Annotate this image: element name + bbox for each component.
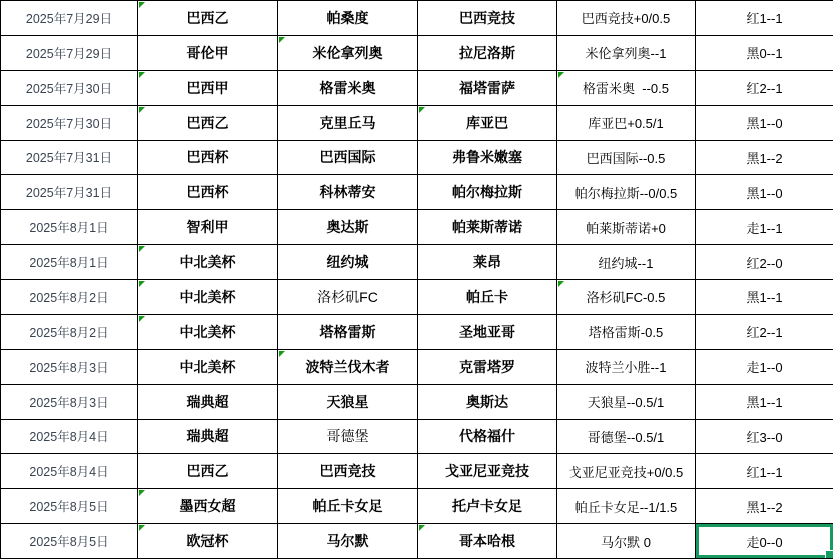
fill-handle[interactable] xyxy=(825,550,833,558)
cell-result[interactable] xyxy=(696,70,833,105)
cell-away[interactable] xyxy=(418,384,557,419)
cell-date[interactable] xyxy=(1,210,138,245)
cell-home[interactable] xyxy=(278,314,418,349)
cell-text: 克雷塔罗 xyxy=(459,358,515,375)
cell-league[interactable] xyxy=(138,384,278,419)
cell-result[interactable] xyxy=(696,419,833,454)
cell-text: 米伦拿列奥--1 xyxy=(585,46,667,62)
cell-text: 哥德堡--0.5/1 xyxy=(587,429,665,445)
cell-handicap[interactable] xyxy=(557,280,696,315)
cell-away[interactable] xyxy=(418,210,557,245)
cell-away[interactable] xyxy=(418,105,557,140)
cell-text: 米伦拿列奥 xyxy=(312,44,383,61)
cell-handicap[interactable] xyxy=(557,70,696,105)
error-indicator-icon xyxy=(139,281,145,287)
cell-text: 格雷米奥 --0.5 xyxy=(583,81,669,97)
cell-text: 帕丘卡 xyxy=(466,288,508,305)
cell-text: 圣地亚哥 xyxy=(459,323,515,340)
cell-text: 2025年7月29日 xyxy=(25,11,113,26)
cell-text: 巴西乙 xyxy=(186,114,229,131)
cell-handicap[interactable] xyxy=(557,1,696,36)
error-indicator-icon xyxy=(139,316,145,322)
cell-home[interactable] xyxy=(278,140,418,175)
cell-result[interactable] xyxy=(696,105,833,140)
cell-date[interactable] xyxy=(1,245,138,280)
error-indicator-icon xyxy=(279,37,285,43)
cell-league[interactable] xyxy=(138,245,278,280)
cell-text: 帕丘卡女足--1/1.5 xyxy=(574,499,678,515)
cell-text: 塔格雷斯 xyxy=(319,323,376,340)
cell-text: 2025年8月5日 xyxy=(29,535,109,550)
cell-text: 克里丘马 xyxy=(319,114,376,131)
cell-text: 戈亚尼亚竞技+0/0.5 xyxy=(568,464,684,480)
cell-result[interactable] xyxy=(696,210,833,245)
cell-result[interactable] xyxy=(696,140,833,175)
cell-date[interactable] xyxy=(1,349,138,384)
cell-text: 红3--0 xyxy=(746,429,783,445)
cell-text: 2025年7月31日 xyxy=(25,151,113,166)
cell-home[interactable] xyxy=(278,210,418,245)
error-indicator-icon xyxy=(139,107,145,113)
cell-away[interactable] xyxy=(418,454,557,489)
cell-text: 2025年8月5日 xyxy=(29,500,109,515)
cell-date[interactable] xyxy=(1,314,138,349)
table-row xyxy=(1,419,833,454)
table-row xyxy=(1,245,833,280)
error-indicator-icon xyxy=(419,525,425,531)
cell-away[interactable] xyxy=(418,35,557,70)
cell-text: 拉尼洛斯 xyxy=(459,44,515,61)
cell-text: 走1--0 xyxy=(746,360,783,376)
cell-text: 2025年8月3日 xyxy=(29,360,109,375)
cell-home[interactable] xyxy=(278,70,418,105)
cell-text: 巴西乙 xyxy=(186,9,229,26)
cell-text: 哥本哈根 xyxy=(459,533,515,550)
cell-home[interactable] xyxy=(278,105,418,140)
cell-text: 走1--1 xyxy=(746,220,783,236)
cell-result[interactable] xyxy=(696,175,833,210)
cell-text: 哥伦甲 xyxy=(186,44,229,61)
cell-handicap[interactable] xyxy=(557,349,696,384)
cell-text: 巴西国际--0.5 xyxy=(586,150,666,166)
cell-handicap[interactable] xyxy=(557,140,696,175)
cell-home[interactable] xyxy=(278,1,418,36)
cell-handicap[interactable] xyxy=(557,419,696,454)
cell-result[interactable] xyxy=(696,280,833,315)
results-table-body xyxy=(1,1,833,559)
cell-text: 库亚巴+0.5/1 xyxy=(588,116,664,132)
cell-text: 巴西杯 xyxy=(186,149,229,166)
cell-home[interactable] xyxy=(278,280,418,315)
cell-text: 科林蒂安 xyxy=(319,184,376,201)
table-row xyxy=(1,70,833,105)
cell-text: 帕莱斯蒂诺 xyxy=(452,219,522,236)
error-indicator-icon xyxy=(139,72,145,78)
cell-result[interactable] xyxy=(696,384,833,419)
cell-handicap[interactable] xyxy=(557,245,696,280)
cell-home[interactable] xyxy=(278,349,418,384)
cell-result[interactable] xyxy=(696,314,833,349)
cell-text: 托卢卡女足 xyxy=(452,498,522,515)
cell-result[interactable] xyxy=(696,1,833,36)
cell-date[interactable] xyxy=(1,419,138,454)
cell-away[interactable] xyxy=(418,70,557,105)
error-indicator-icon xyxy=(558,72,564,78)
error-indicator-icon xyxy=(558,281,564,287)
cell-text: 黑1--1 xyxy=(746,290,783,306)
cell-text: 纽约城--1 xyxy=(598,255,654,271)
cell-text: 马尔默 xyxy=(326,533,369,550)
cell-date[interactable] xyxy=(1,70,138,105)
cell-text: 瑞典超 xyxy=(186,393,229,410)
cell-text: 帕丘卡女足 xyxy=(312,498,383,515)
cell-handicap[interactable] xyxy=(557,210,696,245)
cell-league[interactable] xyxy=(138,314,278,349)
cell-handicap[interactable] xyxy=(557,175,696,210)
cell-text: 洛杉矶FC-0.5 xyxy=(586,290,666,306)
cell-text: 巴西竞技 xyxy=(319,463,376,480)
table-row xyxy=(1,384,833,419)
table-row xyxy=(1,210,833,245)
cell-away[interactable] xyxy=(418,489,557,524)
cell-text: 库亚巴 xyxy=(466,114,508,131)
cell-text: 帕桑度 xyxy=(326,9,369,26)
table-row xyxy=(1,314,833,349)
cell-result[interactable] xyxy=(696,524,833,559)
cell-text: 哥德堡 xyxy=(326,428,369,445)
cell-text: 2025年8月4日 xyxy=(29,430,109,445)
cell-home[interactable] xyxy=(278,489,418,524)
error-indicator-icon xyxy=(139,525,145,531)
cell-text: 帕尔梅拉斯 xyxy=(452,184,522,201)
cell-result[interactable] xyxy=(696,489,833,524)
cell-text: 中北美杯 xyxy=(179,358,236,375)
cell-text: 2025年8月3日 xyxy=(29,395,109,410)
cell-handicap[interactable] xyxy=(557,314,696,349)
cell-text: 红1--1 xyxy=(746,464,783,480)
cell-away[interactable] xyxy=(418,419,557,454)
cell-text: 福塔雷萨 xyxy=(459,79,515,96)
cell-text: 中北美杯 xyxy=(179,323,236,340)
cell-date[interactable] xyxy=(1,175,138,210)
cell-text: 红2--0 xyxy=(746,255,783,271)
cell-text: 黑1--1 xyxy=(746,395,783,411)
cell-text: 天狼星 xyxy=(326,393,369,410)
cell-text: 中北美杯 xyxy=(179,288,236,305)
cell-text: 格雷米奥 xyxy=(319,79,376,96)
cell-away[interactable] xyxy=(418,280,557,315)
cell-text: 戈亚尼亚竞技 xyxy=(445,463,529,480)
table-row xyxy=(1,1,833,36)
cell-text: 中北美杯 xyxy=(179,254,236,271)
cell-home[interactable] xyxy=(278,35,418,70)
cell-text: 2025年7月29日 xyxy=(25,46,113,61)
cell-home[interactable] xyxy=(278,245,418,280)
cell-result[interactable] xyxy=(696,454,833,489)
table-row xyxy=(1,35,833,70)
table-row xyxy=(1,175,833,210)
cell-away[interactable] xyxy=(418,245,557,280)
cell-league[interactable] xyxy=(138,524,278,559)
error-indicator-icon xyxy=(279,351,285,357)
cell-text: 天狼星--0.5/1 xyxy=(587,395,665,411)
table-row xyxy=(1,140,833,175)
cell-text: 墨西女超 xyxy=(179,498,236,515)
cell-home[interactable] xyxy=(278,454,418,489)
cell-date[interactable] xyxy=(1,140,138,175)
cell-text: 走0--0 xyxy=(746,534,783,550)
cell-text: 弗鲁米嫩塞 xyxy=(452,149,522,166)
cell-text: 2025年8月1日 xyxy=(29,221,109,236)
cell-home[interactable] xyxy=(278,419,418,454)
error-indicator-icon xyxy=(139,246,145,252)
cell-text: 莱昂 xyxy=(473,254,501,271)
cell-text: 代格福什 xyxy=(459,428,515,445)
cell-text: 2025年7月31日 xyxy=(25,186,113,201)
cell-date[interactable] xyxy=(1,524,138,559)
cell-date[interactable] xyxy=(1,1,138,36)
cell-text: 巴西乙 xyxy=(186,463,229,480)
cell-text: 黑1--0 xyxy=(746,185,783,201)
table-row xyxy=(1,349,833,384)
cell-text: 红2--1 xyxy=(746,325,783,341)
cell-text: 纽约城 xyxy=(326,254,369,271)
cell-text: 2025年7月30日 xyxy=(25,81,113,96)
cell-league[interactable] xyxy=(138,35,278,70)
cell-league[interactable] xyxy=(138,105,278,140)
cell-text: 2025年8月2日 xyxy=(29,290,109,305)
cell-league[interactable] xyxy=(138,210,278,245)
cell-league[interactable] xyxy=(138,454,278,489)
cell-text: 红2--1 xyxy=(746,81,783,97)
cell-date[interactable] xyxy=(1,280,138,315)
cell-text: 欧冠杯 xyxy=(186,533,229,550)
table-row xyxy=(1,524,833,559)
cell-handicap[interactable] xyxy=(557,384,696,419)
error-indicator-icon xyxy=(419,107,425,113)
cell-league[interactable] xyxy=(138,349,278,384)
cell-text: 波特兰伐木者 xyxy=(305,358,390,375)
cell-away[interactable] xyxy=(418,314,557,349)
cell-result[interactable] xyxy=(696,349,833,384)
cell-text: 智利甲 xyxy=(186,219,229,236)
cell-home[interactable] xyxy=(278,175,418,210)
cell-text: 塔格雷斯-0.5 xyxy=(588,325,664,341)
cell-text: 黑1--2 xyxy=(746,150,783,166)
cell-home[interactable] xyxy=(278,384,418,419)
cell-text: 马尔默 0 xyxy=(601,534,651,550)
cell-league[interactable] xyxy=(138,280,278,315)
cell-handicap[interactable] xyxy=(557,454,696,489)
cell-league[interactable] xyxy=(138,1,278,36)
error-indicator-icon xyxy=(139,2,145,8)
cell-date[interactable] xyxy=(1,489,138,524)
cell-date[interactable] xyxy=(1,105,138,140)
cell-text: 瑞典超 xyxy=(186,428,229,445)
cell-text: 2025年8月1日 xyxy=(29,256,109,271)
cell-text: 黑0--1 xyxy=(746,46,783,62)
cell-league[interactable] xyxy=(138,175,278,210)
cell-away[interactable] xyxy=(418,349,557,384)
cell-handicap[interactable] xyxy=(557,105,696,140)
cell-handicap[interactable] xyxy=(557,35,696,70)
cell-text: 2025年8月2日 xyxy=(29,325,109,340)
cell-league[interactable] xyxy=(138,70,278,105)
cell-text: 巴西国际 xyxy=(319,149,376,166)
cell-date[interactable] xyxy=(1,35,138,70)
cell-text: 奥达斯 xyxy=(326,219,369,236)
cell-league[interactable] xyxy=(138,140,278,175)
cell-text: 奥斯达 xyxy=(466,393,508,410)
cell-away[interactable] xyxy=(418,524,557,559)
cell-league[interactable] xyxy=(138,489,278,524)
cell-date[interactable] xyxy=(1,384,138,419)
table-row xyxy=(1,454,833,489)
cell-text: 2025年7月30日 xyxy=(25,116,113,131)
cell-league[interactable] xyxy=(138,419,278,454)
cell-text: 巴西杯 xyxy=(186,184,229,201)
table-row xyxy=(1,280,833,315)
cell-text: 巴西竞技 xyxy=(459,9,515,26)
cell-text: 黑1--2 xyxy=(746,499,783,515)
table-row xyxy=(1,105,833,140)
cell-text: 巴西甲 xyxy=(186,79,229,96)
error-indicator-icon xyxy=(139,490,145,496)
cell-text: 巴西竞技+0/0.5 xyxy=(581,11,671,27)
cell-handicap[interactable] xyxy=(557,489,696,524)
cell-text: 帕尔梅拉斯--0/0.5 xyxy=(574,185,678,201)
cell-result[interactable] xyxy=(696,35,833,70)
cell-text: 洛杉矶FC xyxy=(317,288,378,305)
cell-text: 黑1--0 xyxy=(746,116,783,132)
cell-date[interactable] xyxy=(1,454,138,489)
cell-away[interactable] xyxy=(418,140,557,175)
cell-text: 帕莱斯蒂诺+0 xyxy=(586,220,666,236)
cell-text: 红1--1 xyxy=(746,11,783,27)
cell-text: 波特兰小胜--1 xyxy=(585,360,667,376)
cell-away[interactable] xyxy=(418,175,557,210)
cell-away[interactable] xyxy=(418,1,557,36)
cell-text: 2025年8月4日 xyxy=(29,465,109,480)
cell-home[interactable] xyxy=(278,524,418,559)
table-row xyxy=(1,489,833,524)
cell-handicap[interactable] xyxy=(557,524,696,559)
cell-result[interactable] xyxy=(696,245,833,280)
